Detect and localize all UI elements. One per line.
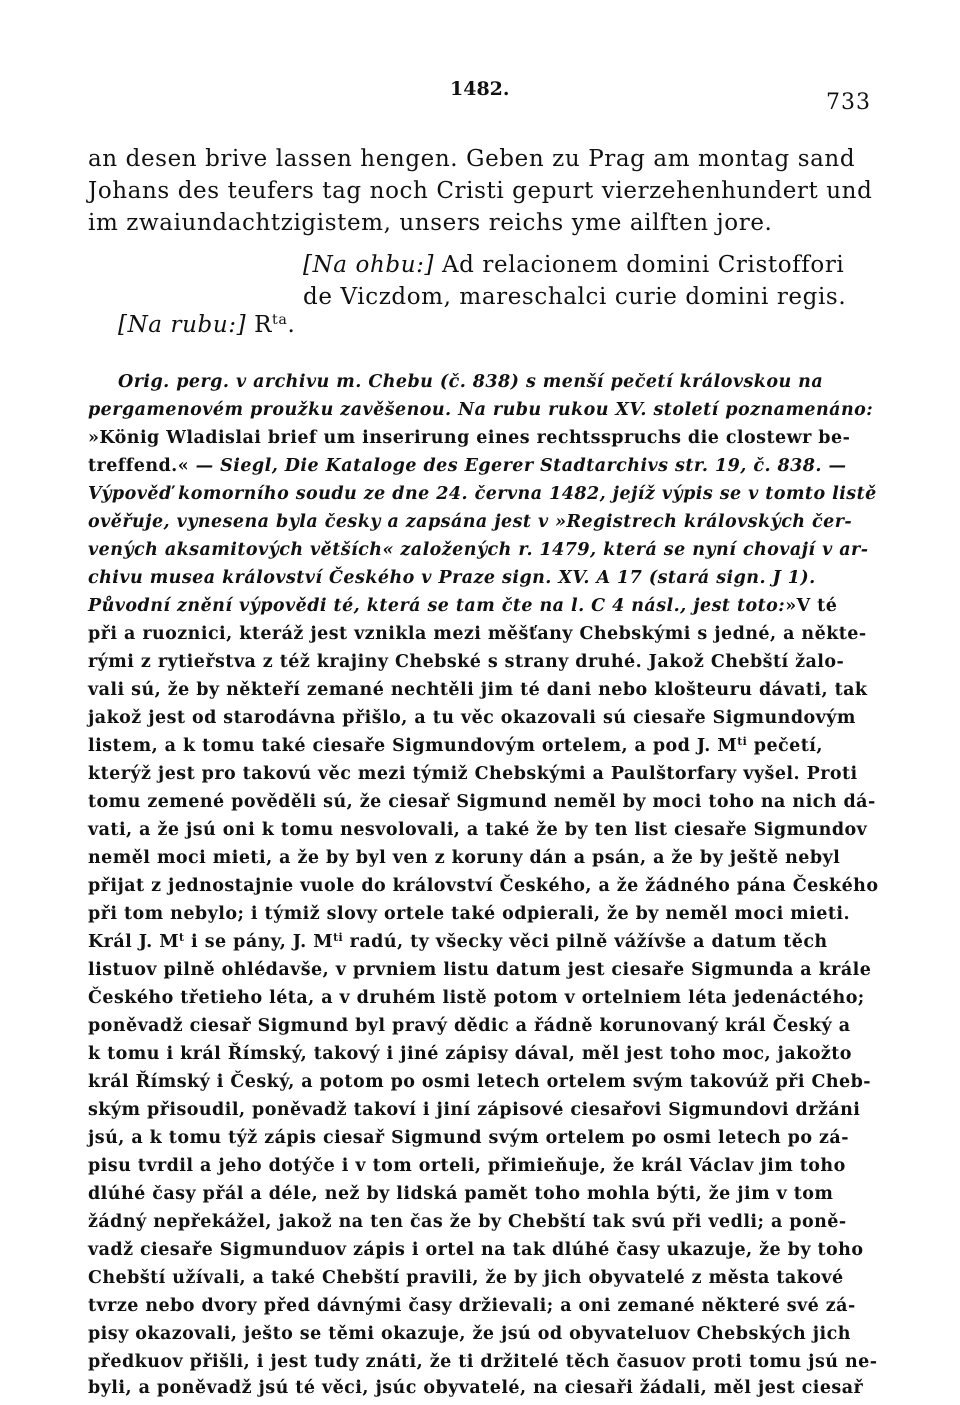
note-line: jsú, a k tomu týž zápis ciesař Sigmund svým ortelem po osmi letech po zá- [88, 1128, 849, 1148]
note-line: vati, a že jsú oni k tomu nesvolovali, a také že by ten list ciesaře Sigmundov [88, 820, 868, 840]
note-line: byli, a poněvadž jsú té věci, jsúc obyvatelé, na ciesaři žádali, měl jest ciesař [88, 1378, 864, 1398]
german-text-line: an desen brive lassen hengen. Geben zu Prag am montag sand [88, 146, 856, 172]
note-quote-start: »V té [785, 596, 838, 616]
note-line: k tomu i král Římský, takový i jiné zápisy dával, měl jest toho moc, jakožto [88, 1044, 852, 1064]
page-header-year: 1482. [450, 78, 510, 100]
note-line: pisy okazovali, ješto se těmi okazuje, že jsú od obyvateluov Chebských jich [88, 1324, 851, 1344]
endorsement-verso-r: R [246, 312, 273, 338]
note-line [88, 596, 837, 616]
note-line: předkuov přišli, i jest tudy znáti, že ti držitelé těch časuov proti tomu jsú ne- [88, 1352, 878, 1372]
note-text: pečetí, [747, 736, 823, 756]
note-line: kterýž jest pro takovú věc mezi týmiž Chebskými a Paulštorfary vyšel. Proti [88, 764, 858, 784]
endorsement-verso-label: [Na rubu:] [118, 312, 247, 338]
note-line [88, 456, 846, 476]
note-superscript: t [179, 931, 185, 945]
note-superscript: ti [333, 931, 344, 945]
note-line: Chebští užívali, a také Chebští pravili, že by jich obyvatelé z města takové [88, 1268, 844, 1288]
note-line: neměl moci mieti, a že by byl ven z koruny dán a psán, a že by ještě nebyl [88, 848, 841, 868]
note-text: radú, ty všecky věci pilně vážívše a datum těch [343, 932, 828, 952]
note-line: Orig. perg. v archivu m. Chebu (č. 838) s menší pečetí královskou na [118, 372, 824, 392]
endorsement-fold-text: Ad relacionem domini Cristoffori [434, 252, 845, 278]
note-citation: — Siegl, Die Kataloge des Egerer Stadtarchivs str. 19, č. 838. — [189, 456, 847, 476]
note-line: vadž ciesaře Sigmunduov zápis i ortel na tak dlúhé časy ukazuje, že by toho [88, 1240, 864, 1260]
note-line: při tom nebylo; i týmiž slovy ortele také odpierali, že by neměl moci mieti. [88, 904, 851, 924]
note-superscript: ti [737, 735, 748, 749]
note-line [88, 932, 828, 952]
endorsement-verso-end: . [287, 312, 296, 338]
note-line [88, 736, 823, 756]
german-text-line: im zwaiundachtzigistem, unsers reichs yme ailften jore. [88, 210, 773, 236]
endorsement-fold-continued: de Viczdom, mareschalci curie domini regis. [303, 284, 847, 310]
note-line: král Římský i Český, a potom po osmi letech ortelem svým takovúž při Cheb- [88, 1072, 872, 1092]
note-line: jakož jest od starodávna přišlo, a tu věc okazovali sú ciesaře Sigmundovým [88, 708, 856, 728]
note-line: chivu musea království Českého v Praze sign. XV. A 17 (stará sign. J 1). [88, 568, 816, 588]
note-line: listuov pilně ohlédavše, v prvniem listu datum jest ciesaře Sigmunda a krále [88, 960, 872, 980]
endorsement-fold-label: [Na ohbu:] [303, 252, 435, 278]
note-text: treffend.« [88, 456, 190, 476]
note-line: tomu zemené pověděli sú, že ciesař Sigmund neměl by moci toho na nich dá- [88, 792, 876, 812]
note-line: při a ruoznici, kteráž jest vznikla mezi měšťany Chebskými s jedné, a někte- [88, 624, 867, 644]
page-number: 733 [826, 90, 871, 115]
endorsement-fold [303, 252, 844, 278]
note-line: »König Wladislai brief um inserirung eines rechtsspruchs die clostewr be- [88, 428, 851, 448]
note-text: i se pány, J. M [184, 932, 334, 952]
note-line: poněvadž ciesař Sigmund byl pravý dědic a řádně korunovaný král Český a [88, 1016, 851, 1036]
note-text: Původní znění výpovědi té, která se tam čte na l. C 4 násl., jest toto: [88, 596, 786, 616]
note-line: rými z rytieřstva z též krajiny Chebské s strany druhé. Jakož Chebští žalo- [88, 652, 845, 672]
note-line: vali sú, že by někteří zemané nechtěli jim té dani nebo klošteuru dávati, tak [88, 680, 868, 700]
note-line: tvrze nebo dvory před dávnými časy držievali; a oni zemané některé své zá- [88, 1296, 856, 1316]
note-text: listem, a k tomu také ciesaře Sigmundovým ortelem, a pod J. M [88, 736, 738, 756]
note-line: ověřuje, vynesena byla česky a zapsána jest v »Registrech královských čer- [88, 512, 853, 532]
note-line: pergamenovém proužku zavěšenou. Na rubu rukou XV. století poznamenáno: [88, 400, 874, 420]
note-line: Výpověď komorního soudu ze dne 24. června 1482, jejíž výpis se v tomto listě [88, 484, 877, 504]
note-line: ským přisoudil, poněvadž takoví i jiní zápisové ciesařovi Sigmundovi držáni [88, 1100, 861, 1120]
note-line: dlúhé časy přál a déle, než by lidská pamět toho mohla býti, že jim v tom [88, 1184, 834, 1204]
endorsement-verso [118, 312, 295, 338]
note-line: vených aksamitových větších« založených r. 1479, která se nyní chovají v ar- [88, 540, 869, 560]
note-line: pisu tvrdil a jeho dotýče i v tom orteli, přimieňuje, že král Václav jim toho [88, 1156, 846, 1176]
note-text: Král J. M [88, 932, 180, 952]
note-line: Českého třetieho léta, a v druhém listě potom v ortelniem léta jedenáctého; [88, 988, 865, 1008]
note-line: přijat z jednostajnie vuole do království Českého, a že žádného pána Českého [88, 876, 879, 896]
endorsement-verso-sup: ta [272, 312, 288, 329]
note-line: žádný nepřekážel, jakož na ten čas že by Chebští tak svú při vedli; a poně- [88, 1212, 847, 1232]
german-text-line: Johans des teufers tag noch Cristi gepurt vierzehenhundert und [88, 178, 873, 204]
